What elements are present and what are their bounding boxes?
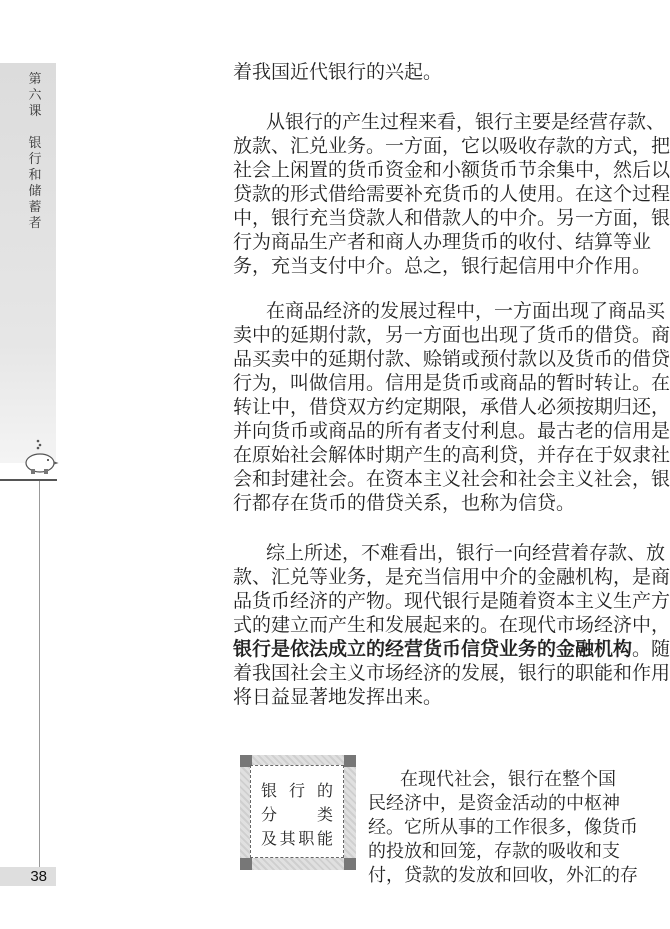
text-line: 务，充当支付中介。总之，银行起信用中介作用。: [233, 255, 652, 277]
section-title-line: 银 行 的: [261, 781, 333, 800]
text-line: 将日益显著地发挥出来。: [233, 686, 443, 708]
text-line: 行都存在货币的借贷关系，也称为信贷。: [233, 492, 576, 514]
text-line: 转让中，借贷双方约定期限，承借人必须按期归还，: [233, 396, 670, 418]
section-title-line: 及其职能: [261, 829, 333, 848]
text-line: 贷款的形式借给需要补充货币的人使用。在这个过程: [233, 183, 670, 205]
bank-definition: 银行是依法成立的经营货币信贷业务的金融机构: [233, 638, 633, 660]
margin-divider: [0, 479, 57, 481]
text-line: 的投放和回笼，存款的吸收和支: [368, 841, 620, 862]
section-title-box: [240, 755, 356, 870]
page-number: [0, 867, 56, 886]
text-line: 在原始社会解体时期产生的高利贷，并存在于奴隶社: [233, 444, 670, 466]
text-line: 经。它所从事的工作很多，像货币: [368, 817, 638, 838]
page-number-text: 38: [30, 868, 47, 885]
text-line-definition: [233, 637, 670, 661]
lesson-char: 第: [28, 72, 42, 87]
title-char: 和: [28, 168, 42, 183]
text-line: 综上所述，不难看出，银行一向经营着存款、放: [266, 542, 666, 564]
text-line: 中，银行充当贷款人和借款人的中介。另一方面，银: [233, 207, 670, 229]
title-char: 行: [28, 152, 42, 167]
section-title-line: 分 类: [261, 805, 333, 824]
text-line: 行为，叫做信用。信用是货币或商品的暂时转让。在: [233, 372, 670, 394]
text-line: 社会上闲置的货币资金和小额货币节余集中，然后以: [233, 159, 670, 181]
text-line: 款、汇兑等业务，是充当信用中介的金融机构，是商: [233, 566, 670, 588]
text-line: 在现代社会，银行在整个国: [400, 769, 616, 790]
text-line: 在商品经济的发展过程中，一方面出现了商品买: [266, 300, 666, 322]
lesson-char: 六: [28, 88, 42, 103]
text-line: 式的建立而产生和发展起来的。在现代市场经济中，: [233, 614, 670, 636]
piggy-bank-icon: [20, 438, 60, 478]
text-line: 民经济中，是资金活动的中枢神: [368, 793, 620, 814]
title-char: 储: [28, 184, 42, 199]
corner-ornament: [344, 755, 356, 767]
text-line: 着我国社会主义市场经济的发展，银行的职能和作用: [233, 662, 670, 684]
text-line: 卖中的延期付款，另一方面也出现了货币的借贷。商: [233, 324, 670, 346]
section-title: [250, 765, 344, 858]
text-line: 品货币经济的产物。现代银行是随着资本主义生产方: [233, 590, 670, 612]
title-char: 蓄: [28, 200, 42, 215]
text-line: 会和封建社会。在资本主义社会和社会主义社会，银: [233, 468, 670, 490]
title-char: 者: [28, 216, 42, 231]
corner-ornament: [240, 858, 252, 870]
lesson-char: 课: [28, 104, 42, 119]
text-line: 付，贷款的发放和回收，外汇的存: [368, 865, 638, 886]
intro-line: 着我国近代银行的兴起。: [233, 61, 443, 83]
corner-ornament: [344, 858, 356, 870]
text-line: 并向货币或商品的所有者支付利息。最古老的信用是: [233, 420, 670, 442]
text-fragment: 。随: [632, 638, 670, 660]
text-line: 从银行的产生过程来看，银行主要是经营存款、: [266, 111, 666, 133]
text-line: 品买卖中的延期付款、赊销或预付款以及货币的借贷: [233, 348, 670, 370]
text-line: 放款、汇兑业务。一方面，它以吸收存款的方式，把: [233, 135, 670, 157]
margin-rule: [39, 481, 40, 867]
title-char: 银: [28, 136, 42, 151]
chapter-sidebar-band: [0, 63, 56, 463]
text-line: 行为商品生产者和商人办理货币的收付、结算等业: [233, 231, 652, 253]
